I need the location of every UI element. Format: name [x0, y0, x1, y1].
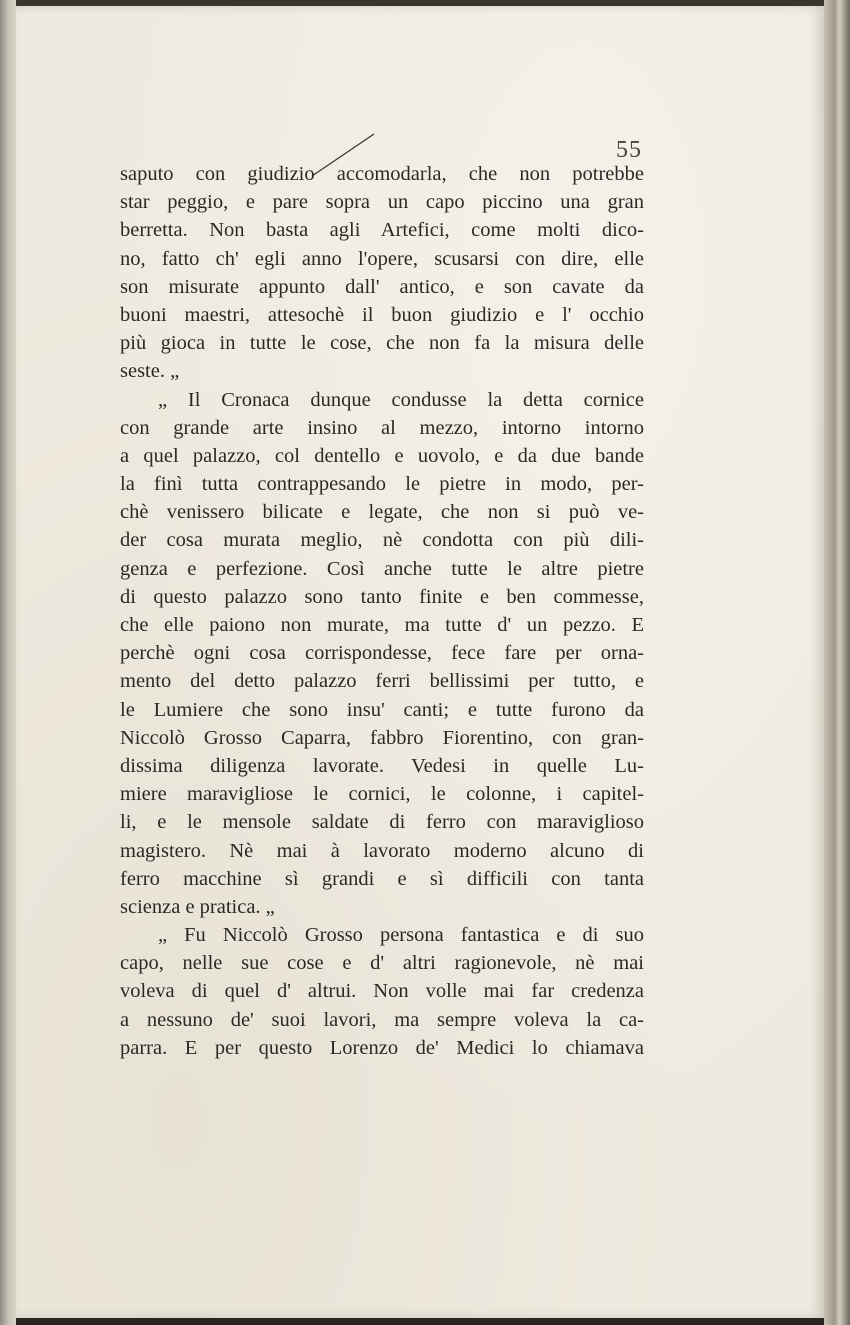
text-line: a nessuno de' suoi lavori, ma sempre voleva la ca- [120, 1008, 644, 1031]
text-line: son misurate appunto dall' antico, e son cavate da [120, 275, 644, 298]
text-line: con grande arte insino al mezzo, intorno intorno [120, 416, 644, 439]
text-line: le Lumiere che sono insu' canti; e tutte furono da [120, 698, 644, 721]
text-line: „ Il Cronaca dunque condusse la detta cornice [158, 388, 644, 411]
text-line: buoni maestri, attesochè il buon giudizio e l' occhio [120, 303, 644, 326]
text-line: dissima diligenza lavorate. Vedesi in quelle Lu- [120, 754, 644, 777]
text-line: star peggio, e pare sopra un capo piccino una gran [120, 191, 644, 214]
text-line: miere maravigliose le cornici, le colonne, i capitel- [120, 783, 644, 806]
text-line: di questo palazzo sono tanto finite e ben commesse, [120, 585, 644, 608]
text-line: „ Fu Niccolò Grosso persona fantastica e di suo [158, 924, 644, 947]
text-line: saputo con giudizio accomodarla, che non potrebbe [120, 163, 644, 185]
body-text [120, 160, 644, 1062]
text-line: no, fatto ch' egli anno l'opere, scusarsi con dire, elle [120, 247, 644, 270]
text-line: perchè ogni cosa corrispondesse, fece fare per orna- [120, 642, 644, 665]
text-line: parra. E per questo Lorenzo de' Medici lo chiamava [120, 1036, 644, 1059]
text-line: der cosa murata meglio, nè condotta con più dili- [120, 529, 644, 552]
text-line: berretta. Non basta agli Artefici, come molti dico- [120, 219, 644, 242]
text-line: la finì tutta contrappesando le pietre in modo, per- [120, 473, 644, 496]
text-line: Niccolò Grosso Caparra, fabbro Fiorentino, con gran- [120, 726, 644, 749]
page-number: 55 [616, 137, 642, 163]
text-line: che elle paiono non murate, ma tutte d' un pezzo. E [120, 614, 644, 636]
text-line: capo, nelle sue cose e d' altri ragionevole, nè mai [120, 952, 644, 975]
text-line: chè venissero bilicate e legate, che non si può ve- [120, 501, 644, 524]
text-line: scienza e pratica. „ [120, 895, 275, 918]
text-line: ferro macchine sì grandi e sì difficili con tanta [120, 867, 644, 890]
text-line: li, e le mensole saldate di ferro con maraviglioso [120, 811, 644, 834]
page-stack-edge [824, 0, 850, 1325]
binding-edge [0, 0, 16, 1325]
text-line: più gioca in tutte le cose, che non fa la misura delle [120, 332, 644, 355]
text-line: magistero. Nè mai à lavorato moderno alcuno di [120, 839, 644, 862]
text-line: a quel palazzo, col dentello e uovolo, e da due bande [120, 444, 644, 467]
text-line: genza e perfezione. Così anche tutte le altre pietre [120, 557, 644, 580]
text-line: voleva di quel d' altrui. Non volle mai far credenza [120, 980, 644, 1003]
text-line: seste. „ [120, 360, 180, 383]
text-line: mento del detto palazzo ferri bellissimi per tutto, e [120, 670, 644, 693]
